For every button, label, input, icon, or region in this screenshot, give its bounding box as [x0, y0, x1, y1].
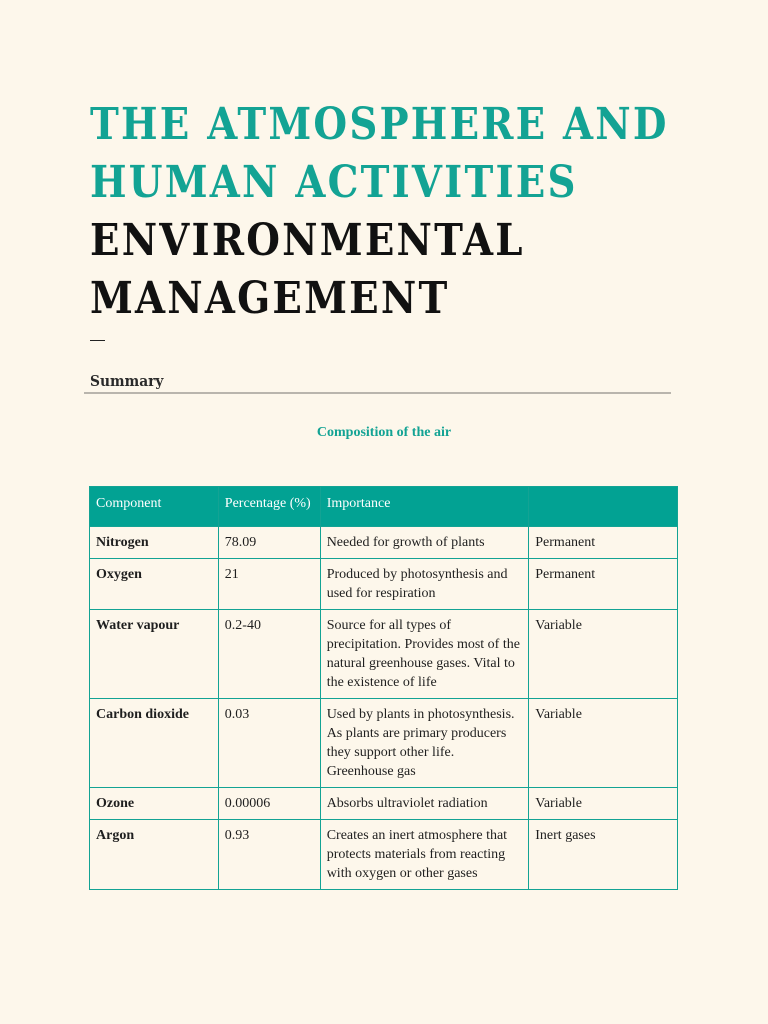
cell-type: Variable — [529, 699, 678, 788]
section-divider — [84, 392, 671, 394]
subtitle-line-2: MANAGEMENT — [90, 273, 450, 324]
table-row — [90, 527, 678, 559]
column-header-component: Component — [90, 487, 219, 527]
table-row — [90, 820, 678, 890]
cell-importance: Absorbs ultraviolet radiation — [320, 788, 529, 820]
column-header-percentage: Percentage (%) — [218, 487, 320, 527]
cell-importance: Produced by photosynthesis and used for respiration — [320, 559, 529, 610]
cell-importance: Needed for growth of plants — [320, 527, 529, 559]
cell-percentage: 78.09 — [218, 527, 320, 559]
cell-type: Inert gases — [529, 820, 678, 890]
cell-component: Carbon dioxide — [90, 699, 219, 788]
cell-importance: Creates an inert atmosphere that protects materials from reacting with oxygen or other gases — [320, 820, 529, 890]
cell-percentage: 0.00006 — [218, 788, 320, 820]
cell-component: Water vapour — [90, 610, 219, 699]
section-heading-summary: Summary — [90, 372, 164, 390]
column-header-type — [529, 487, 678, 527]
cell-component: Nitrogen — [90, 527, 219, 559]
cell-component: Oxygen — [90, 559, 219, 610]
document-title — [90, 96, 710, 328]
cell-percentage: 21 — [218, 559, 320, 610]
cell-percentage: 0.2-40 — [218, 610, 320, 699]
cell-type: Variable — [529, 788, 678, 820]
cell-percentage: 0.93 — [218, 820, 320, 890]
table-row — [90, 559, 678, 610]
cell-importance: Used by plants in photosynthesis. As plants are primary producers they support other life. Greenhouse gas — [320, 699, 529, 788]
cell-type: Permanent — [529, 527, 678, 559]
column-header-importance: Importance — [320, 487, 529, 527]
table-header-row — [90, 487, 678, 527]
cell-percentage: 0.03 — [218, 699, 320, 788]
table-row — [90, 788, 678, 820]
table-row — [90, 699, 678, 788]
cell-component: Argon — [90, 820, 219, 890]
table-row — [90, 610, 678, 699]
cell-importance: Source for all types of precipitation. Provides most of the natural greenhouse gases. Vital to the existence of life — [320, 610, 529, 699]
title-line-2: HUMAN ACTIVITIES — [90, 157, 578, 208]
cell-component: Ozone — [90, 788, 219, 820]
subtitle-line-1: ENVIRONMENTAL — [90, 215, 525, 266]
title-dash-divider — [90, 340, 105, 341]
air-composition-table — [89, 486, 678, 890]
cell-type: Permanent — [529, 559, 678, 610]
table-caption: Composition of the air — [316, 425, 452, 440]
title-line-1: THE ATMOSPHERE AND — [90, 99, 669, 150]
cell-type: Variable — [529, 610, 678, 699]
